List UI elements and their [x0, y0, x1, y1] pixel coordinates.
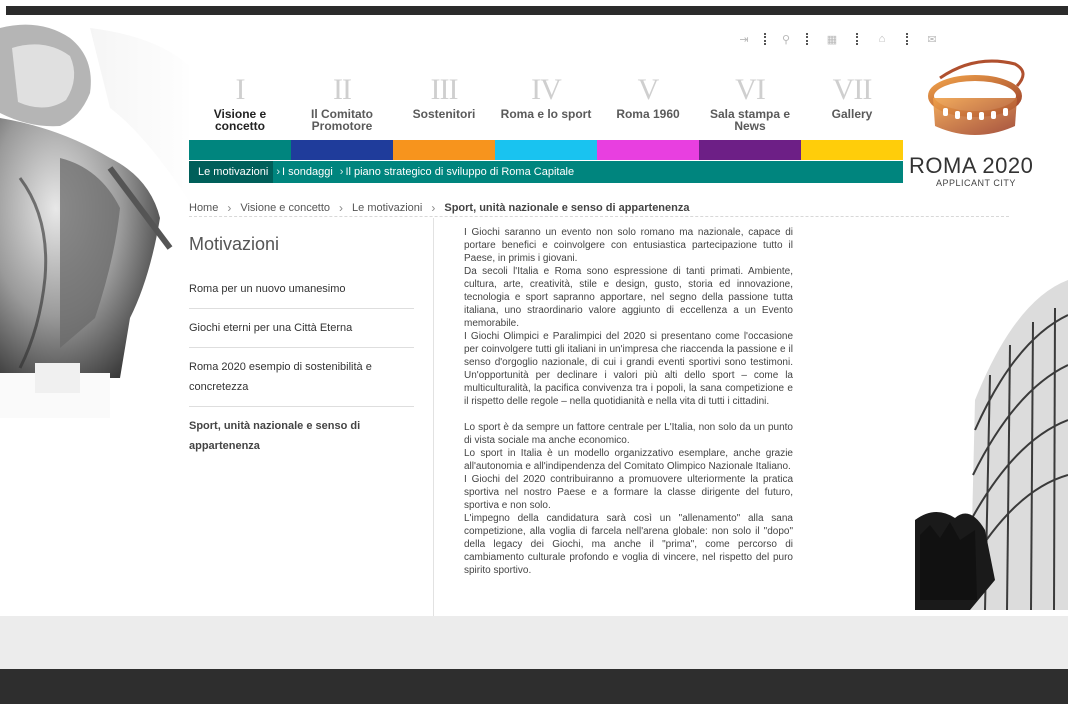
nav-item-roma-1960[interactable]: [597, 64, 699, 160]
top-bar: [0, 0, 1068, 16]
nav-numeral: VI: [735, 73, 765, 106]
chevron-right-icon: ›: [227, 200, 232, 215]
chevron-right-icon: ›: [339, 166, 344, 178]
separator: [797, 31, 817, 47]
nav-label: Visione e concetto: [213, 107, 267, 133]
nav-color-bar: [801, 140, 903, 160]
breadcrumb-motivazioni[interactable]: Le motivazioni: [352, 201, 423, 214]
breadcrumb-visione[interactable]: Visione e concetto: [240, 201, 331, 214]
nav-item-sostenitori[interactable]: [393, 64, 495, 160]
article-body: [464, 226, 793, 577]
paragraph: L'impegno della candidatura sarà così un "allenamento" alla sana competizione, alla voglia di farcela nell'arena globale: non solo il "dopo" della legacy dei Giochi, ma anche il "prima", come percorso di cambiamento culturale profondo e voglia di vincere, nel rispetto del puro spirito sportivo.: [464, 513, 793, 576]
nav-item-visione-e-concetto[interactable]: [189, 64, 291, 160]
breadcrumb: [189, 201, 1009, 217]
nav-label: Sostenitori: [412, 107, 476, 121]
nav-numeral: III: [430, 73, 458, 106]
nav-item-sala-stampa[interactable]: [699, 64, 801, 160]
chevron-right-icon: ›: [431, 200, 436, 215]
paragraph: I Giochi del 2020 contribuiranno a promuovere ulteriormente la pratica sportiva nel nostro Paese e a formare la classe dirigente del futuro, sportiva e non solo.: [464, 474, 793, 511]
nav-numeral: VII: [832, 73, 872, 106]
subnav-item-i-sondaggi[interactable]: [273, 161, 336, 183]
nav-color-bar: [495, 140, 597, 160]
search-icon[interactable]: ⚲: [781, 33, 791, 46]
main-nav: [189, 64, 903, 160]
nav-numeral: I: [235, 73, 245, 106]
chevron-right-icon: ›: [276, 166, 280, 178]
subnav-label: Il piano strategico di sviluppo di Roma Capitale: [345, 166, 575, 178]
subnav-item-le-motivazioni[interactable]: [189, 161, 273, 183]
footer-light: [0, 616, 1068, 669]
nav-label: Gallery: [831, 107, 873, 121]
sub-nav: [189, 161, 903, 183]
paragraph: I Giochi Olimpici e Paralimpici del 2020 si presentano come l'occasione per coinvolgere tutti gli italiani in un'impresa che riaccenda la passione e il senso d'orgoglio nazionale, di cui i grandi eventi sportivi sono testimoni. Un'opportunità per declinare i valori più alti dello sport – come la multiculturalità, la pacifica convivenza tra i popoli, la sana competizione e il rispetto delle regole – nella quotidianità e nella vita di tutti i cittadini.: [464, 331, 793, 407]
nav-label: Il Comitato Promotore: [311, 107, 373, 133]
footer-dark: [0, 669, 1068, 704]
paragraph: I Giochi saranno un evento non solo romano ma nazionale, capace di portare benefici e coinvolgere con entusiastica partecipazione tutto il Paese, in primis i giovani.: [464, 227, 793, 264]
sitemap-icon[interactable]: ▦: [826, 33, 838, 46]
logo-subtitle: APPLICANT CITY: [936, 178, 1016, 188]
paragraph: Lo sport è da sempre un fattore centrale per L'Italia, non solo da un punto di vista sociale ma anche economico.: [464, 422, 793, 446]
sidebar-list: [189, 270, 414, 465]
chevron-right-icon: ›: [339, 200, 344, 215]
utility-bar: [733, 30, 947, 48]
nav-item-roma-e-lo-sport[interactable]: [495, 64, 597, 160]
separator: [897, 31, 917, 47]
home-icon[interactable]: ⌂: [878, 33, 886, 45]
building-image: [915, 280, 1068, 610]
separator: [755, 31, 775, 47]
nav-numeral: II: [333, 73, 351, 106]
angel-statue-image: [0, 18, 190, 418]
mail-icon[interactable]: ✉: [927, 33, 937, 46]
login-icon[interactable]: ⇥: [739, 33, 749, 46]
nav-label: Sala stampa e News: [709, 107, 791, 133]
nav-color-bar: [393, 140, 495, 160]
nav-label: Roma 1960: [616, 107, 680, 121]
nav-color-bar: [699, 140, 801, 160]
nav-color-bar: [291, 140, 393, 160]
nav-item-gallery[interactable]: [801, 64, 903, 160]
nav-numeral: V: [637, 73, 659, 106]
sidebar-item-sostenibilita[interactable]: Roma 2020 esempio di sostenibilità e concretezza: [189, 348, 414, 407]
sidebar-title: Motivazioni: [189, 234, 280, 254]
nav-item-comitato-promotore[interactable]: [291, 64, 393, 160]
logo-title: ROMA 2020: [909, 153, 1034, 178]
nav-numeral: IV: [531, 73, 561, 106]
content-divider: [433, 218, 434, 616]
paragraph: Lo sport in Italia è un modello organizzativo esemplare, anche grazie all'autonomia e all'indipendenza del Comitato Olimpico Nazionale Italiano.: [464, 448, 793, 472]
nav-color-bar: [597, 140, 699, 160]
breadcrumb-home[interactable]: Home: [189, 201, 219, 214]
nav-color-bar: [189, 140, 291, 160]
separator: [847, 31, 867, 47]
subnav-label: Le motivazioni: [198, 166, 269, 178]
subnav-item-piano-strategico[interactable]: [337, 161, 578, 183]
breadcrumb-current: Sport, unità nazionale e senso di appartenenza: [444, 201, 690, 214]
top-dark-strip: [6, 6, 1068, 15]
subnav-label: I sondaggi: [282, 166, 333, 178]
nav-label: Roma e lo sport: [500, 107, 592, 121]
sidebar-item-nuovo-umanesimo[interactable]: Roma per un nuovo umanesimo: [189, 270, 414, 309]
sidebar-item-giochi-eterni[interactable]: Giochi eterni per una Città Eterna: [189, 309, 414, 348]
paragraph: Da secoli l'Italia e Roma sono espressione di tanti primati. Ambiente, cultura, arte, creatività, stile e design, gusto, storia ed innovazione, tecnologia e sport sapranno apportare, nel segno della passione tutta italiana, uno straordinario valore aggiunto di eccellenza a un Evento memorabile.: [464, 266, 793, 329]
sidebar-item-sport-unita[interactable]: Sport, unità nazionale e senso di appartenenza: [189, 420, 361, 452]
